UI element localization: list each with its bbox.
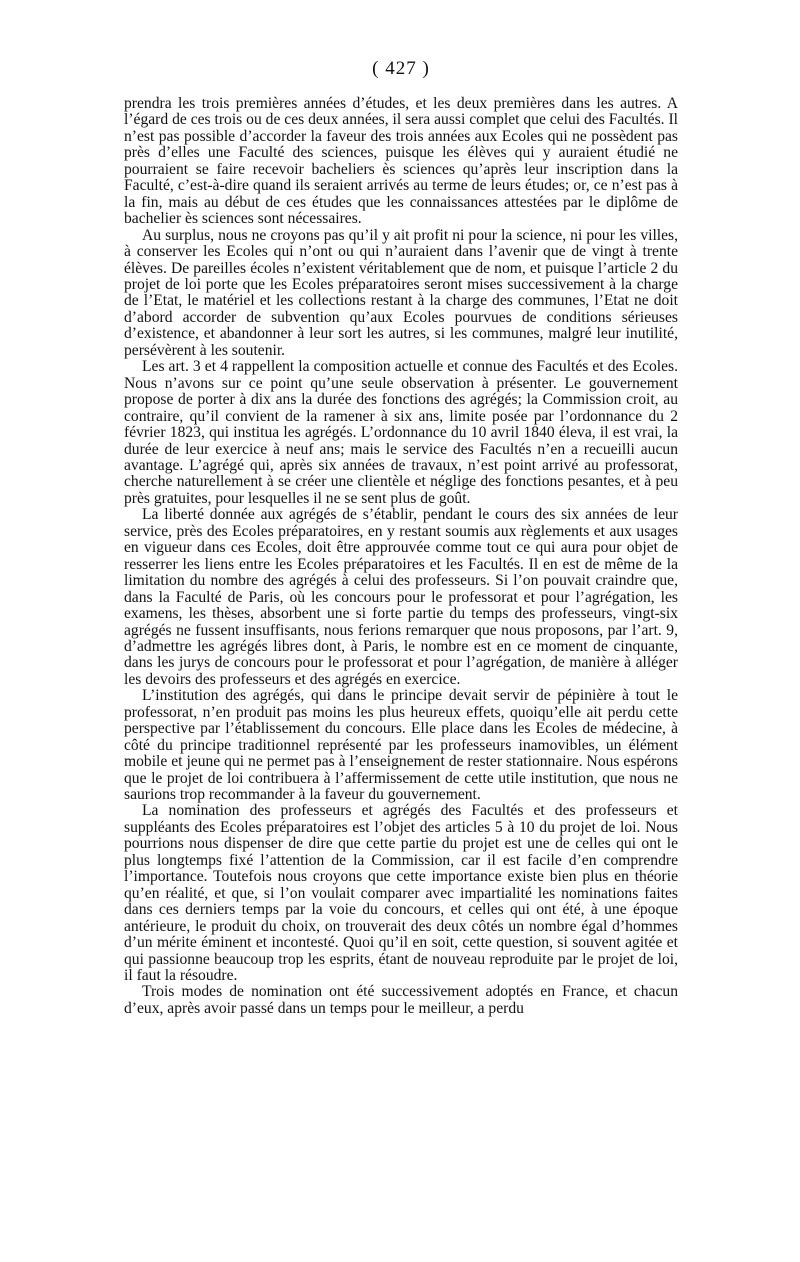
paragraph-institution-agreges: L’institution des agrégés, qui dans le principe devait servir de pépinière à tout le professorat, n’en produit pas moins les plus heureux effets, quoiqu’elle ait perdu cette perspective par l’établissement du concours. Elle place dans les Ecoles de médecine, à côté du principe traditionnel représenté par les professeurs inamovibles, un élément mobile et jeune qui ne permet pas à l’enseignement de rester stationnaire. Nous espérons que le projet de loi contribuera à l’affermissement de cette utile institution, que nous ne saurions trop recommander à la faveur du gouvernement.: [124, 687, 678, 804]
paragraph-articles-3-4: Les art. 3 et 4 rappellent la composition actuelle et connue des Facultés et des Ecoles. Nous n’avons sur ce point qu’une seule observation à présenter. Le gouvernement propose de porter à dix ans la durée des fonctions des agrégés; la Commission croit, au contraire, qu’il convient de la ramener à six ans, limite posée par l’ordonnance du 2 février 1823, qui institua les agrégés. L’ordonnance du 10 avril 1840 éleva, il est vrai, la durée de leur exercice à neuf ans; mais le service des Facultés n’en a recueilli aucun avantage. L’agrégé qui, après six années de travaux, n’est point arrivé au professorat, cherche naturellement à se créer une clientèle et néglige des fonctions pesantes, et à peu près gratuites, pour lesquelles il ne se sent plus de goût.: [124, 358, 678, 507]
paragraph-trois-modes: Trois modes de nomination ont été successivement adoptés en France, et chacun d’eux, après avoir passé dans un temps pour le meilleur, a perdu: [124, 983, 678, 1017]
paragraph-surplus: Au surplus, nous ne croyons pas qu’il y ait profit ni pour la science, ni pour les villes, à conserver les Ecoles qui n’ont ou qui n’auraient dans l’avenir que de vingt à trente élèves. De pareilles écoles n’existent véritablement que de nom, et puisque l’article 2 du projet de loi porte que les Ecoles préparatoires seront mises successivement à la charge de l’Etat, le matériel et les collections restant à la charge des communes, l’Etat ne doit d’abord accorder de subvention qu’aux Ecoles pourvues de conditions sérieuses d’existence, et abandonner à leur sort les autres, si les communes, malgré leur inutilité, persévèrent à les soutenir.: [124, 226, 678, 359]
paragraph-continuation: prendra les trois premières années d’études, et les deux premières dans les autres. A l’égard de ces trois ou de ces deux années, il sera aussi complet que celui des Facultés. Il n’est pas possible d’accorder la faveur des trois années aux Ecoles qui ne possèdent pas près d’elles une Faculté des sciences, puisque les élèves qui y auraient étudié ne pourraient se faire recevoir bacheliers ès sciences qu’après leur inscription dans la Faculté, c’est-à-dire quand ils seraient arrivés au terme de leurs études; or, ce n’est pas à la fin, mais au début de ces études que les connaissances attestées par le diplôme de bachelier ès sciences sont nécessaires.: [124, 95, 678, 228]
page-number: ( 427 ): [372, 58, 430, 79]
paragraph-liberte-agreges: La liberté donnée aux agrégés de s’établir, pendant le cours des six années de leur service, près des Ecoles préparatoires, en y restant soumis aux règlements et aux usages en vigueur dans ces Ecoles, doit être approuvée comme tout ce qui aura pour objet de resserrer les liens entre les Ecoles préparatoires et les Facultés. Il en est de même de la limitation du nombre des agrégés à celui des professeurs. Si l’on pouvait craindre que, dans la Faculté de Paris, où les concours pour le professorat et pour l’agrégation, les examens, les thèses, absorbent une si forte partie du temps des professeurs, vingt-six agrégés ne fussent insuffisants, nous ferions remarquer que nous proposons, par l’art. 9, d’admettre les agrégés libres dont, à Paris, le nombre est en ce moment de cinquante, dans les jurys de concours pour le professorat et pour l’agrégation, de manière à alléger les devoirs des professeurs et des agrégés en exercice.: [124, 506, 678, 688]
paragraph-nomination: La nomination des professeurs et agrégés des Facultés et des professeurs et suppléants des Ecoles préparatoires est l’objet des articles 5 à 10 du projet de loi. Nous pourrions nous dispenser de dire que cette partie du projet est une de celles qui ont le plus longtemps fixé l’attention de la Commission, car il est facile d’en comprendre l’importance. Toutefois nous croyons que cette importance existe bien plus en théorie qu’en réalité, et que, si l’on voulait comparer avec impartialité les nominations faites dans ces derniers temps par la voie du concours, et celles qui ont été, à une époque antérieure, le produit du choix, on trouverait des deux côtés un nombre égal d’hommes d’un mérite éminent et incontesté. Quoi qu’il en soit, cette question, si souvent agitée et qui passionne beaucoup trop les esprits, étant de nouveau reproduite par le projet de loi, il faut la résoudre.: [124, 802, 678, 985]
document-page: [124, 58, 678, 1017]
